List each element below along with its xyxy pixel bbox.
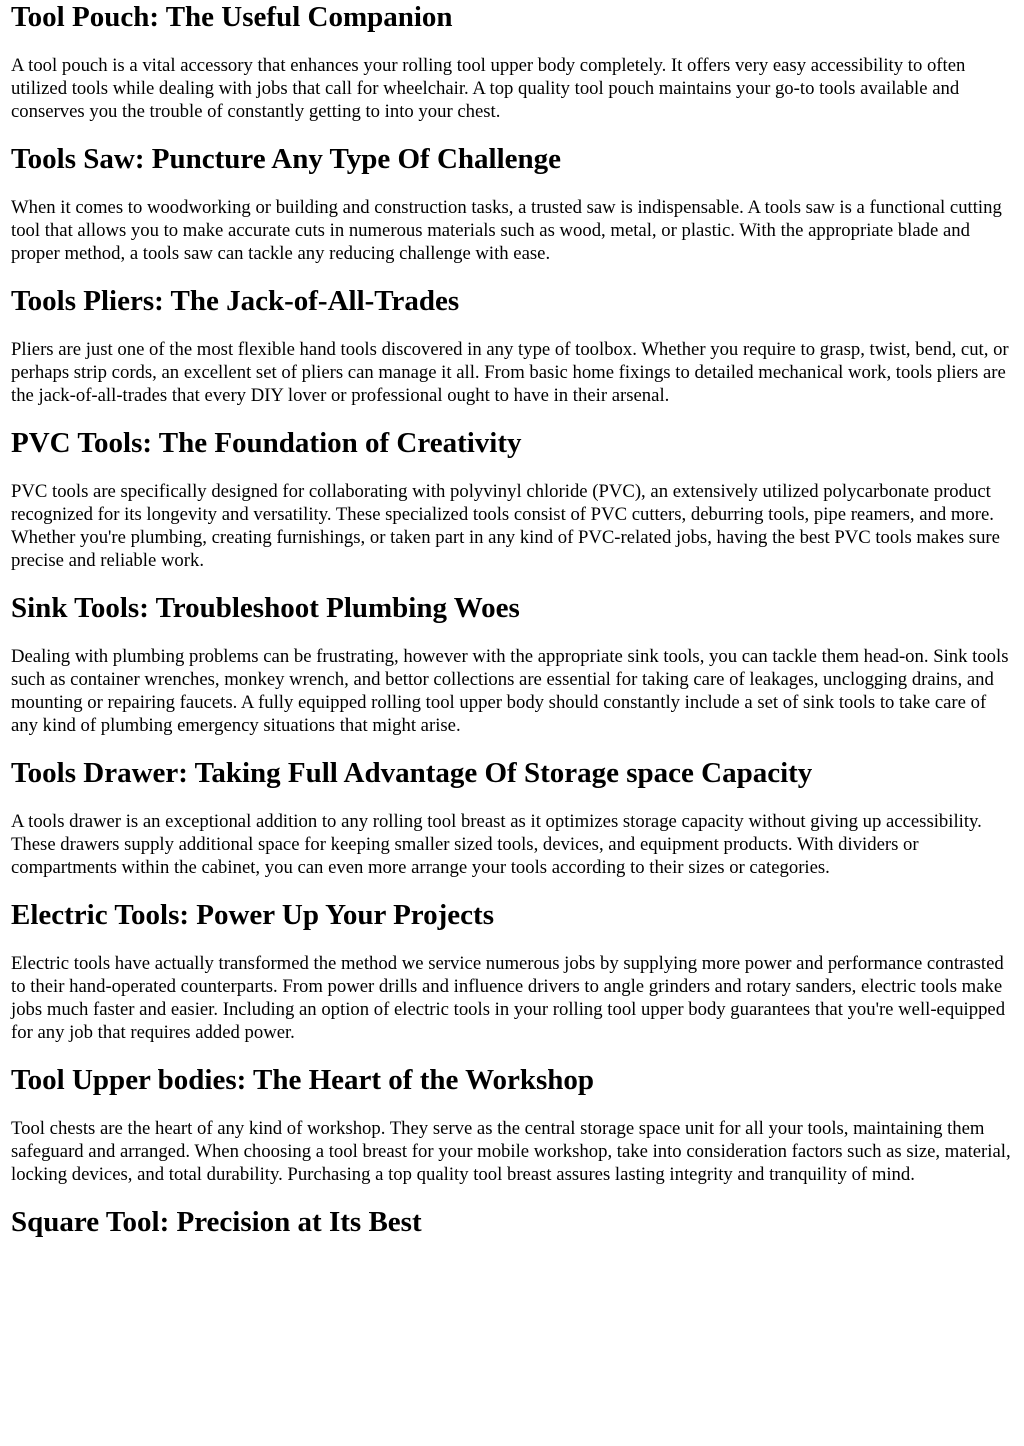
section-heading: PVC Tools: The Foundation of Creativity <box>11 427 522 459</box>
section-heading: Tools Saw: Puncture Any Type Of Challenge <box>11 143 562 175</box>
section-tool-pouch <box>11 0 1013 123</box>
section-paragraph: Tool chests are the heart of any kind of workshop. They serve as the central storage space unit for all your tools, maintaining them safeguard and arranged. When choosing a tool breast for your mobile workshop, take into consideration factors such as size, material, locking devices, and total durability. Purchasing a top quality tool breast assures lasting integrity and tranquility of mind. <box>11 1118 1011 1185</box>
section-heading: Tools Drawer: Taking Full Advantage Of Storage space Capacity <box>11 757 813 789</box>
section-paragraph: When it comes to woodworking or building and construction tasks, a trusted saw is indispensable. A tools saw is a functional cutting tool that allows you to make accurate cuts in numerous materials such as wood, metal, or plastic. With the appropriate blade and proper method, a tools saw can tackle any reducing challenge with ease. <box>11 197 1002 264</box>
section-heading: Square Tool: Precision at Its Best <box>11 1206 422 1238</box>
section-heading: Sink Tools: Troubleshoot Plumbing Woes <box>11 592 520 624</box>
section-heading: Tool Pouch: The Useful Companion <box>11 1 453 33</box>
section-paragraph: Electric tools have actually transformed the method we service numerous jobs by supplying more power and performance contrasted to their hand-operated counterparts. From power drills and influence drivers to angle grinders and rotary sanders, electric tools make jobs much faster and easier. Including an option of electric tools in your rolling tool upper body guarantees that you're well-equipped for any job that requires added power. <box>11 953 1006 1043</box>
section-heading: Tool Upper bodies: The Heart of the Workshop <box>11 1064 595 1096</box>
section-paragraph: A tool pouch is a vital accessory that enhances your rolling tool upper body completely. It offers very easy accessibility to often utilized tools while dealing with jobs that call for wheelchair. A top quality tool pouch maintains your go-to tools available and conserves you the trouble of constantly getting to into your chest. <box>11 55 966 122</box>
section-tool-upper-bodies <box>11 1063 1013 1186</box>
section-tools-drawer <box>11 756 1013 879</box>
section-paragraph: Pliers are just one of the most flexible hand tools discovered in any type of toolbox. Whether you require to grasp, twist, bend, cut, or perhaps strip cords, an excellent set of pliers can manage it all. From basic home fixings to detailed mechanical work, tools pliers are the jack-of-all-trades that every DIY lover or professional ought to have in their arsenal. <box>11 339 1009 406</box>
section-tools-saw <box>11 142 1013 265</box>
section-sink-tools <box>11 591 1013 737</box>
section-pvc-tools <box>11 426 1013 572</box>
section-heading: Electric Tools: Power Up Your Projects <box>11 899 494 931</box>
section-paragraph: PVC tools are specifically designed for collaborating with polyvinyl chloride (PVC), an extensively utilized polycarbonate product recognized for its longevity and versatility. These specialized tools consist of PVC cutters, deburring tools, pipe reamers, and more. Whether you're plumbing, creating furnishings, or taken part in any kind of PVC-related jobs, having the best PVC tools makes sure precise and reliable work. <box>11 481 1000 571</box>
section-square-tool <box>11 1205 1013 1239</box>
section-paragraph: A tools drawer is an exceptional addition to any rolling tool breast as it optimizes storage capacity without giving up accessibility. These drawers supply additional space for keeping smaller sized tools, devices, and equipment products. With dividers or compartments within the cabinet, you can even more arrange your tools according to their sizes or categories. <box>11 811 982 878</box>
section-electric-tools <box>11 898 1013 1044</box>
section-tools-pliers <box>11 284 1013 407</box>
section-paragraph: Dealing with plumbing problems can be frustrating, however with the appropriate sink tools, you can tackle them head-on. Sink tools such as container wrenches, monkey wrench, and bettor collections are essential for taking care of leakages, unclogging drains, and mounting or repairing faucets. A fully equipped rolling tool upper body should constantly include a set of sink tools to take care of any kind of plumbing emergency situations that might arise. <box>11 646 1009 736</box>
section-heading: Tools Pliers: The Jack-of-All-Trades <box>11 285 460 317</box>
